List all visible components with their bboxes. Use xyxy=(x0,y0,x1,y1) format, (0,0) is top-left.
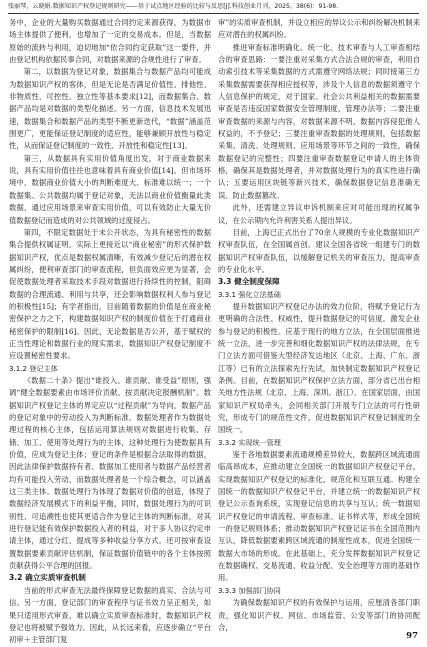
body-paragraph: 当前的形式审查无法最终保障登记数据的真实、合法与可信。另一方面，登记部门的审查程序与证书效力呈正相关，如果只适用形式审查，难以确立实质审查标准时，数据知识产权登记也将被赋予强效力。因此，从长远来看，应逐步确立“平台初审＋主管部门复 xyxy=(9,585,211,645)
body-paragraph: 审”的实质审查机制，并设立相应的异议公示和纠纷解决机制来应对潜在的权属纠纷。 xyxy=(218,18,420,40)
body-paragraph: 提升数据知识产权登记办法的效力位阶，将赋予登记行为更明确的合法性、权威性，提升数据登记的可信度，激发企业参与登记的积极性。应基于现行的地方立法，在全国层面推进统一立法，进一步完善和细化数据知识产权的法律法规，在专门立法方面可借鉴大型经济发达地区（北京、上海、广东、浙江等）已有的立法探索先行先试，加快制定数据知识产权登记条例。目前，在数据知识产权保护立法方面，部分省已出台相关地方性法规（北京、上海、深圳、浙江）。在国家层面，由国家知识产权局牵头，会同相关部门开展专门立法的可行性研究，形成专门的规范性文件，促进数据知识产权登记制度的全国统一。 xyxy=(218,301,420,435)
body-paragraph: 鉴于各地数据要素流通规模差异较大，数据跨区域流通面临高昂成本，应推动建立全国统一的数据知识产权登记平台，实现数据知识产权登记的标准化、规范化和互联互通。构建全国统一的数据知识产权登记平台，并建立统一的数据知识产权登记公示查询系统，实现登记信息的共享与互认；统一数据知识产权登记的申请流程、审查标准、证书样式等，形成全国统一的登记规则体系；推动数据知识产权登记证书在全国范围内互认，降低数据要素跨区域流通的制度性成本，促进全国统一数据大市场的形成。在此基础上，充分发挥数据知识产权登记在数据确权、交易流通、收益分配、安全治理等方面的基础作用。 xyxy=(218,450,420,583)
body-paragraph: 为确保数据知识产权的有效保护与运用，应厘清各部门职责，强化知识产权、网信、市场监管、公安等部门的协同配合， xyxy=(218,598,420,632)
body-paragraph: 务中，企业的大量购买数据通过合同约定来源获得，为数据市场主体提供了便利，也增加了一定的交易成本。但是，当数据原始的流转与利用，迫切地加“依合同约定获取”这一要件，并由登记机构依据民事合同，对数据来源的合规性进行了审查。 xyxy=(9,18,211,65)
section-heading: 3.3.3 加强部门协同 xyxy=(218,585,281,595)
header-divider xyxy=(8,13,419,14)
body-paragraph: 《数据二十条》提出“谁投入、谁贡献、谁受益”原则，强调“健全数据要素由市场评价贡献、按贡献决定报酬机制”。数据知识产权登记主体的界定应以“过程贡献”为导向，数据产品的登记对象中的劳动投入为判断标准。数据处理者作为数据处理过程的核心主体，包括运用算法规则对数据进行收集、存储、加工、使用等处理行为的主体，这种处理行为使数据具有价值，应成为登记主体；登记的条件是根据合法取得的数据，因此法律保护数据持有者、数据加工使用者与数据产品经营者均有可能投入劳动，而数据处理者是一个综合概念，可以涵盖这三类主体。数据处理行为体现了数据对价值的创造，体现了数据经济发展模式下的利益平衡，同时，数据处理行为的可识别性、可追溯性也使其更适合作为登记主体的判断标准，对其进行登记能有效保护数据投入者的利益，对于多人协议约定申请主体，通过分红、提成等多种收益分享方式。还可按审查设置数据要素贡献评估机制，保证数据价值链中的各个主体按照贡献获得公平合理的回报。 xyxy=(9,375,211,571)
left-column xyxy=(9,17,211,645)
body-paragraph: 第四，不限定数据处于未公开状态，为具有秘密性的数据集合提供权属证明。实际上更接近以“商业秘密”的形式保护数据知识产权，优点是数据权属清晰，有效减少登记后的潜在权属纠纷，便利审查部门的审查流程，但负面效应更为显著，会促使数据处理者采取技术手段对数据进行持续性的控制，阻碍数据的合理流通、利用与共享，还会影响数据权利人参与登记的积极性[15]；有学者指出，目前随着数据的价值是在商业秘密保护之力之下，构建数据知识产权的制度价值在于打通商业秘密保护的限制[16]。因此，无论数据是否公开，基于赋权的正当性理论和数据行业的现实需求，数据知识产权登记制度不应设置秘密性要求。 xyxy=(9,227,211,361)
section-heading: 3.1.2 登记主体 xyxy=(9,363,58,373)
body-paragraph: 此外，还需建立异议申诉机制来应对可能出现的权属争议，在公示期内允许利害关系人提出异议。 xyxy=(218,203,420,225)
section-heading: 3.3 健全制度保障 xyxy=(218,277,280,287)
body-paragraph: 第二，以数据为登记对象，数据集合与数据产品均可能成为数据知识产权的客体，但是无论是否满足价值性、排他性、非物质性、可控性、独立性等基本要求[12]，而数据集合、数据产品均是对数据的类型化描述。另一方面，信息技术发展迅速，数据集合和数据产品的类型不断更新迭代，“数据”涵盖范围更广，更能保证登记制度的适应性，能够兼顾开放性与稳定性，从而保证登记制度的一致性、开放性和稳定性[13]。 xyxy=(9,67,211,151)
right-column xyxy=(218,17,420,632)
body-paragraph: 推进审查标准明确化、统一化、技术审查与人工审查相结合的审查思路：一要注重对采集方式合法合规的审查，利用自动索引技术等采集数据的方式需遵守网络法规；同时接第三方采集数据需要获得相应授权等，涉及个人信息的数据须遵守个人信息保护的规定，对于国家、社会公共利益相关的数据需要审查是否违反国家数据安全管理制度、管理办法等；二要注重审查数据的来源与内容，对数据来源不明、数据内容侵犯他人权益的，不予登记；三要注重审查数据的处理规则，包括数据采集、清洗、处理规则、应用场景等环节之间的一致性，确保数据登记的完整性；四要注重审查数据登记申请人的主体资格，确保其是数据处理者，并对数据处理行为的真实性进行确认；五要运用区块链等新兴技术，确保数据登记信息准确无误、防止数据篡改。 xyxy=(218,42,420,200)
body-paragraph: 第三，从数据具有实用价值角度出发，对于商业数据来说，具有实用价值往往也意味着具有商业价值[14]。但市场环境中，数据商业价值大小的判断难度大、标准难以统一；一个数据集、公共数据均属于登记对象，无法以商业价值衡量此类数据，通过应用场景来审查实用价值，可以有效防止大量无价值数据登记而造成的对公共领域的过度侵占。 xyxy=(9,153,211,225)
body-paragraph: 目前，上海已正式出台了70余人规模的专业化数据知识产权审查队伍，在全国属首创。建议全国各省统一组建专门的数据知识产权审查队伍，以缓解登记机关的审查压力，提高审查的专业化水平。 xyxy=(218,227,420,274)
page-number: 97 xyxy=(406,631,418,641)
running-header: 张丽琴，云晓娟.数据知识产权登记规则研究——基于试点地区经验的比较与反思[J].科技创业月刊，2025，38(6)：91-98. xyxy=(8,3,339,10)
section-heading: 3.3.2 实现统一管理 xyxy=(218,437,281,447)
section-heading: 3.2 确立实质审查机制 xyxy=(9,573,86,583)
section-heading: 3.3.1 强化立法基础 xyxy=(218,289,281,299)
